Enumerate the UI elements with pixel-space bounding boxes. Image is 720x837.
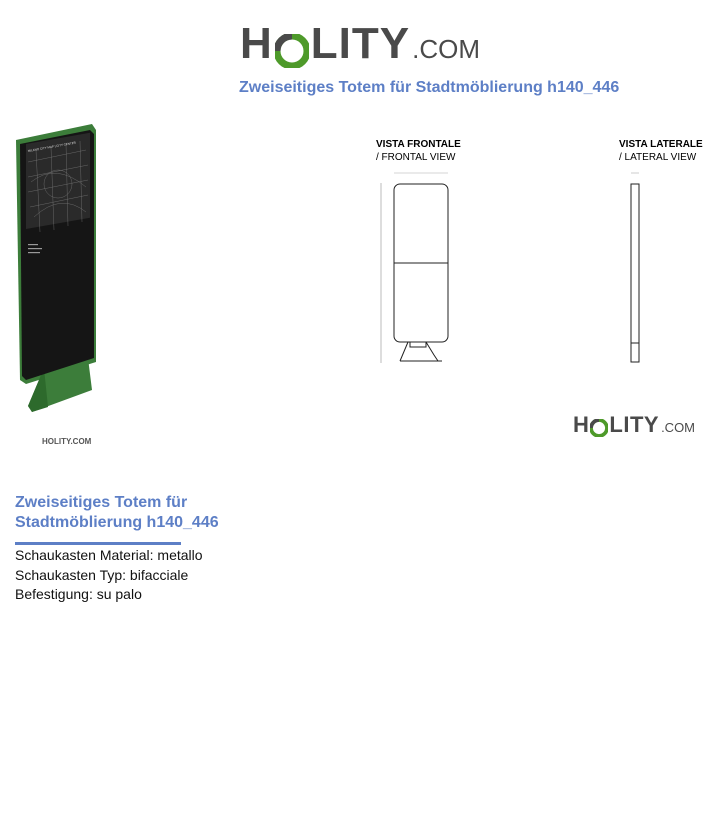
holity-logo-small[interactable] (573, 414, 695, 436)
front-view-label: VISTA FRONTALE (376, 139, 461, 150)
logo-letter-h: H (573, 412, 590, 437)
logo-letters-lity: LITY (609, 412, 660, 437)
technical-drawing (370, 135, 715, 375)
logo-letters-lity: LITY (310, 19, 411, 68)
logo-com: .COM (412, 34, 480, 64)
photo-watermark: HOLITY.COM (42, 437, 92, 446)
spec-list (15, 546, 203, 605)
spec-type: Schaukasten Typ: bifacciale (15, 566, 189, 583)
logo-o-icon (590, 419, 608, 437)
spec-material: Schaukasten Material: metallo (15, 547, 203, 563)
holity-logo[interactable] (240, 12, 480, 66)
logo-com: .COM (661, 420, 696, 435)
logo-o-icon (275, 34, 309, 68)
spec-mounting: Befestigung: su palo (15, 586, 142, 602)
title-divider (15, 542, 181, 545)
product-photo (6, 122, 100, 414)
logo-letter-h: H (240, 19, 273, 68)
side-view-label: VISTA LATERALE (619, 139, 703, 150)
product-title: Zweiseitiges Totem für Stadtmöblierung h140_446 (15, 494, 219, 531)
front-view-label-en: / FRONTAL VIEW (376, 152, 456, 163)
side-view-label-en: / LATERAL VIEW (619, 152, 697, 163)
page-title: Zweiseitiges Totem für Stadtmöblierung h140_446 (239, 79, 620, 96)
map-panel-title: MILANO CITY MAP | CITY CENTER (27, 140, 77, 153)
